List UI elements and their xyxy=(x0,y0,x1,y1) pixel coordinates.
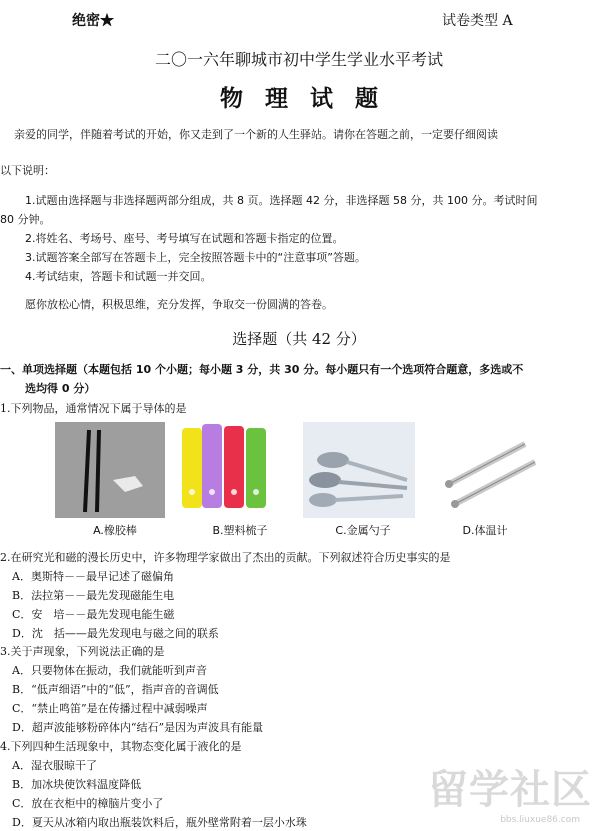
question-3-option-d: D．超声波能够粉碎体内“结石”是因为声波具有能量 xyxy=(12,721,264,734)
option-c-caption: C.金属勺子 xyxy=(335,524,391,537)
watermark-brand: 留学社区 xyxy=(428,767,592,813)
instruction-1-cont: 80 分钟。 xyxy=(0,213,51,226)
rubber-rod-icon xyxy=(55,422,165,518)
intro-line-2: 以下说明： xyxy=(0,164,55,177)
question-4-stem: 4.下列四种生活现象中，其物态变化属于液化的是 xyxy=(0,740,242,753)
exam-title: 二〇一六年聊城市初中学生学业水平考试 xyxy=(154,50,443,69)
instruction-4: 4.考试结束，答题卡和试题一并交回。 xyxy=(25,270,212,283)
question-4-option-a: A．湿衣服晾干了 xyxy=(12,759,97,772)
metal-spoon-icon xyxy=(303,422,415,518)
question-2-option-c: C．安 培－－最先发现电能生磁 xyxy=(12,608,175,621)
question-3-stem: 3.关于声现象，下列说法正确的是 xyxy=(0,645,165,658)
question-2-option-d: D．沈 括——最先发现电与磁之间的联系 xyxy=(12,627,219,640)
subject-title: 物理试题 xyxy=(220,85,400,112)
option-b-caption: B.塑料梳子 xyxy=(212,524,268,537)
question-2-option-b: B．法拉第－－最先发现磁能生电 xyxy=(12,589,175,602)
option-a-image xyxy=(55,422,175,540)
option-a-caption: A.橡胶棒 xyxy=(93,524,137,537)
question-1-stem: 1.下列物品，通常情况下属于导体的是 xyxy=(0,402,187,415)
option-d-caption: D.体温计 xyxy=(462,524,508,537)
question-4-option-b: B．加冰块使饮料温度降低 xyxy=(12,778,142,791)
instruction-1: 1.试题由选择题与非选择题两部分组成，共 8 页。选择题 42 分，非选择题 58 分，共 100 分。考试时间 xyxy=(25,194,538,207)
option-c-image xyxy=(303,422,423,540)
section-title: 选择题（共 42 分） xyxy=(232,330,366,348)
secret-label: 绝密★ xyxy=(72,13,114,29)
option-b-image xyxy=(180,422,300,540)
part1-heading-cont: 选均得 0 分） xyxy=(25,382,96,395)
question-2-stem: 2.在研究光和磁的漫长历史中，许多物理学家做出了杰出的贡献。下列叙述符合历史事实的是 xyxy=(0,551,451,564)
question-2-option-a: A．奥斯特－－最早记述了磁偏角 xyxy=(12,570,174,583)
instruction-3: 3.试题答案全部写在答题卡上，完全按照答题卡中的“注意事项”答题。 xyxy=(25,251,366,264)
instruction-2: 2.将姓名、考场号、座号、考号填写在试题和答题卡指定的位置。 xyxy=(25,232,344,245)
part1-heading: 一、单项选择题（本题包括 10 个小题；每小题 3 分，共 30 分。每小题只有一个选项符合题意，多选或不 xyxy=(0,363,524,376)
question-1-images xyxy=(55,422,543,540)
wish-text: 愿你放松心情，积极思维，充分发挥，争取交一份圆满的答卷。 xyxy=(25,298,333,311)
question-3-option-c: C．“禁止鸣笛”是在传播过程中减弱噪声 xyxy=(12,702,208,715)
watermark-url: bbs.liuxue86.com xyxy=(500,815,580,825)
question-4-option-d: D．夏天从冰箱内取出瓶装饮料后，瓶外壁常附着一层小水珠 xyxy=(12,816,307,829)
thermometer-icon xyxy=(425,422,543,518)
option-d-image xyxy=(425,422,545,540)
question-4-option-c: C．放在衣柜中的樟脑片变小了 xyxy=(12,797,164,810)
intro-line-1: 亲爱的同学，伴随着考试的开始，你又走到了一个新的人生驿站。请你在答题之前，一定要仔细阅读 xyxy=(14,128,498,141)
question-3-option-a: A．只要物体在振动，我们就能听到声音 xyxy=(12,664,207,677)
plastic-comb-icon xyxy=(180,422,276,518)
question-3-option-b: B．“低声细语”中的“低”，指声音的音调低 xyxy=(12,683,219,696)
paper-type-label: 试卷类型 A xyxy=(442,13,513,29)
